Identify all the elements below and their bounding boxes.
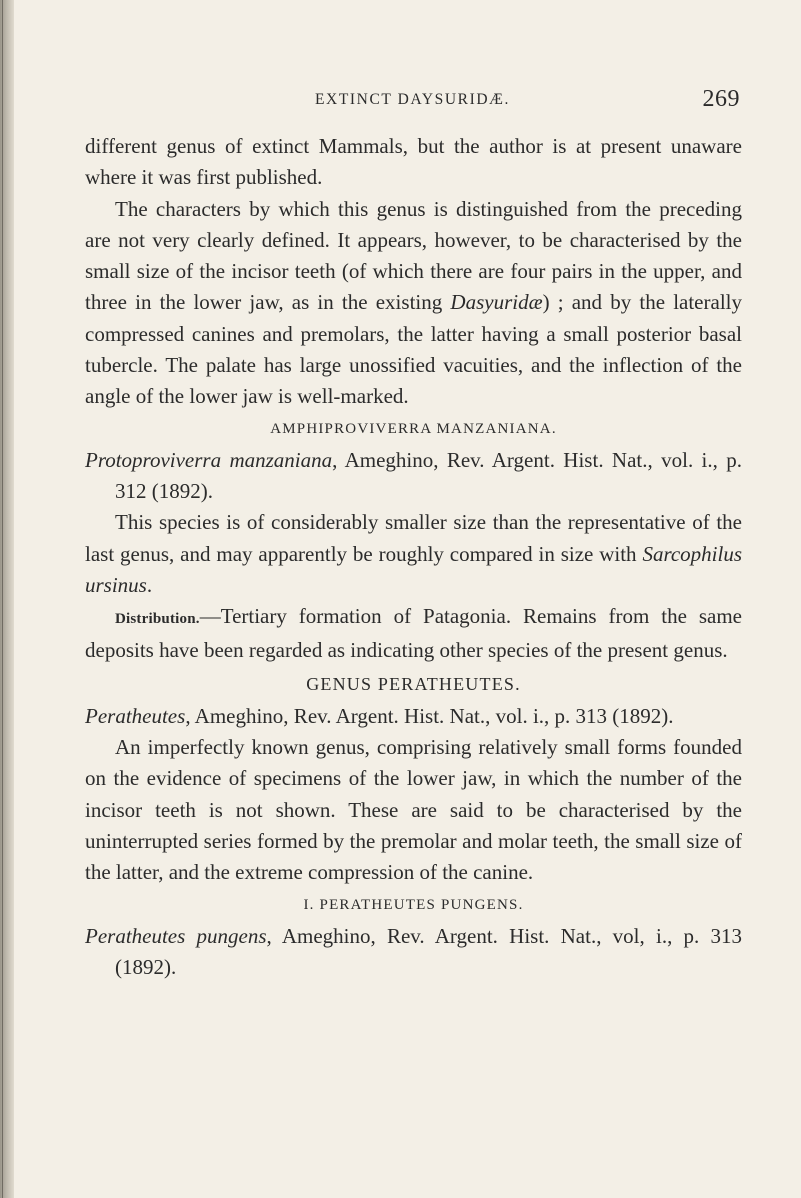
spine-edge-line (2, 0, 3, 1198)
synonymy-3-citation: , Ameghino, Rev. Argent. Hist. Nat., vol, i., p. 313 (1892). (115, 923, 743, 979)
paragraph-2 (85, 194, 742, 413)
paragraph-3 (85, 507, 742, 601)
paragraph-4 (85, 732, 742, 888)
synonymy-pungens (85, 921, 742, 984)
species-heading-pungens: I. PERATHEUTES PUNGENS. (303, 896, 524, 913)
synonymy-1-citation: , Ameghino, Rev. Argent. Hist. Nat., vol. i., p. 312 (1892). (115, 447, 742, 503)
taxon-peratheutes: Peratheutes (85, 703, 186, 728)
paragraph-2-text-b: ) ; and by the laterally compressed canines and premolars, the latter having a small posterior basal tubercle. The palate has large unossified vacuities, and the inflection of the angle of the lower jaw is well-marked. (85, 290, 742, 409)
page-body (85, 131, 742, 983)
genus-heading-peratheutes: GENUS PERATHEUTES. (306, 673, 521, 694)
paragraph-3-text-b: . (146, 572, 153, 597)
paragraph-3-text-a: This species is of considerably smaller size than the representative of the last genus, and may apparently be roughly compared in size with (85, 510, 742, 566)
paragraph-2-text-a: The characters by which this genus is distinguished from the preceding are not very clearly defined. It appears, however, to be characterised by the small size of the incisor teeth (of which there are four pairs in the upper, and three in the lower jaw, as in the existing (85, 196, 742, 315)
paragraph-4-text: An imperfectly known genus, comprising relatively small forms founded on the evidence of specimens of the lower jaw, in which the number of the incisor teeth is not shown. These are said to be characterised by the uninterrupted series formed by the premolar and molar teeth, the small size of the latter, and the extreme compression of the canine. (85, 735, 742, 885)
synonymy-2-citation: , Ameghino, Rev. Argent. Hist. Nat., vol. i., p. 313 (1892). (185, 703, 674, 728)
distribution-label: Distribution. (115, 611, 200, 628)
taxon-sarcophilus: Sarcophilus ursinus (85, 541, 742, 597)
synonymy-peratheutes (85, 701, 742, 732)
page-header (85, 86, 740, 114)
synonymy-protoproviverra (85, 445, 742, 508)
distribution-text: —Tertiary formation of Patagonia. Remains from the same deposits have been regarded as indicating other species of the present genus. (85, 604, 742, 663)
species-heading-amphiproviverra: AMPHIPROVIVERRA MANZANIANA. (270, 420, 557, 437)
distribution-paragraph (85, 601, 742, 667)
page-number: 269 (702, 86, 740, 112)
taxon-peratheutes-pungens: Peratheutes pungens (85, 923, 267, 948)
running-title: EXTINCT DAYSURIDÆ. (314, 91, 510, 108)
taxon-protoproviverra: Protoproviverra manzaniana (85, 447, 333, 472)
paragraph-1 (85, 131, 742, 194)
paragraph-1-text: different genus of extinct Mammals, but the author is at present unaware where it was first published. (85, 134, 742, 190)
taxon-dasyuridae: Dasyuridæ (450, 290, 543, 315)
